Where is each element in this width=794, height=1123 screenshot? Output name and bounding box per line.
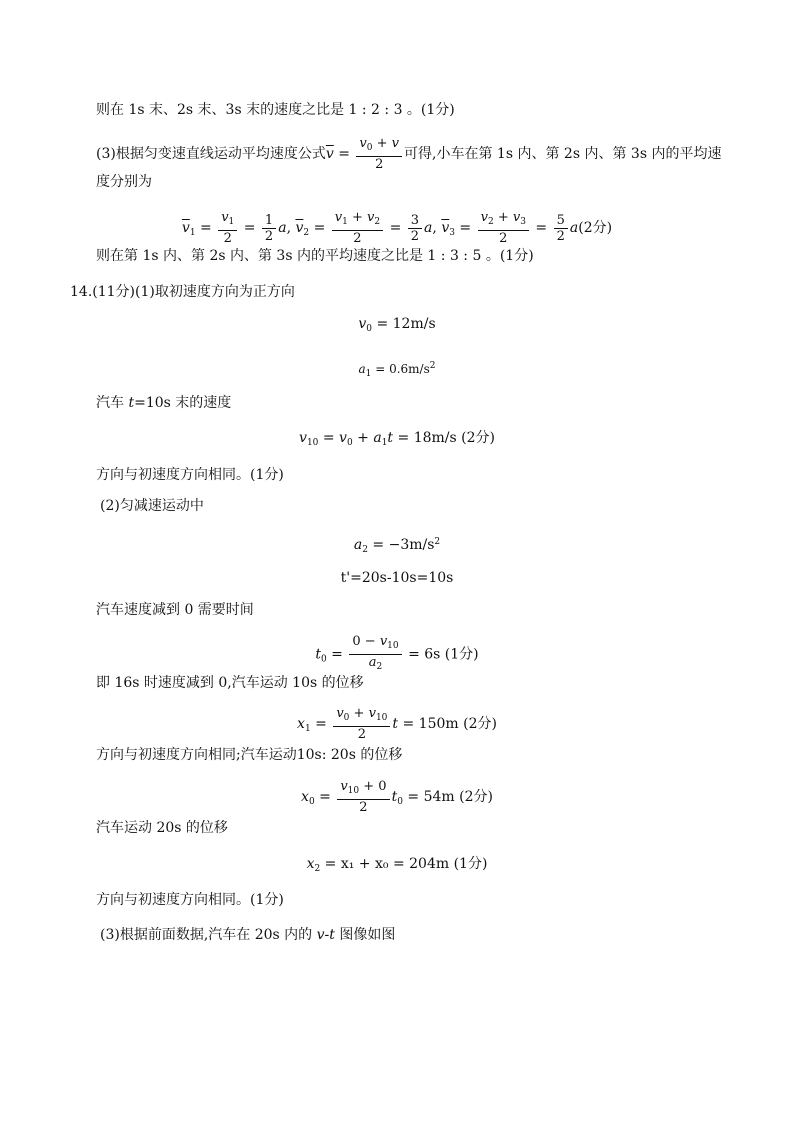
equation-a2: $a_2 = -3m/s^2$ [353,537,441,555]
text-fragment: = 54m (2分) [407,789,493,805]
text-fragment: = x₁ + x₀ = 204m (1分) [324,856,488,872]
equation-x1: $x_1$ = $\frac{v_0 + v_{10}}{2}$ t = 150m (2分) [297,706,497,742]
text-line-displacement-10s: 即 16s 时速度减到 0,汽车运动 10s 的位移 [96,675,364,691]
equation-t0: $t_0$ = $\frac{0 - v_{10}}{a_2}$ = 6s (1分) [315,634,479,672]
equation-a1: $a_1 = 0.6m/s^2$ [358,361,436,379]
text-line-respectively: 度分别为 [96,174,152,190]
question-14-header: 14.(11分)(1)取初速度方向为正方向 [70,284,295,300]
equation-v0: $v_0 = 12m/s$ [358,316,436,334]
text-line-speed-at-10s [96,393,231,413]
equation-x0: $x_0$ = $\frac{v_{10} + 0}{2}$ $t_0 = 54m$ (2分) [301,779,493,815]
text-fragment: v-t [316,927,335,943]
text-fragment: 汽车 [96,395,129,411]
text-fragment: (3)根据前面数据,汽车在 20s 内的 [100,927,317,943]
text-line-part-3 [100,925,395,945]
text-line-displacement-20s: 汽车运动 20s 的位移 [96,820,228,836]
text-fragment: (3)根据匀变速直线运动平均速度公式 [96,146,326,162]
equation-average-velocities: $\overline{v}_1$ = $\frac{v_1}{2}$ = $\frac{1}{2}$ a, $\overline{v}_2$ = $\frac{v_1 + v_2}{2}$ = $\frac{3}{2}$ a, $\overline{v}_3$ = $\frac{v_2 + v_3}{2}$ = $\frac{5}{2}$ a(2分) [181,210,613,246]
text-line-direction-2: 方向与初速度方向相同;汽车运动10s: 20s 的位移 [96,747,403,763]
text-line-avg-speed-ratio: 则在第 1s 内、第 2s 内、第 3s 内的平均速度之比是 1 : 3 : 5 。(1分) [96,248,534,264]
text-fragment: = 12m/s [376,316,436,332]
equation-x2: $x_2 = x_1 + x_0 = 204m$ (1分) [306,856,488,874]
math-vbar: $\overline{v}$ [325,146,334,162]
text-fragment: = 150m (2分) [402,716,497,732]
equation-v10: $v_{10} = v_0 + a_1t = 18m/s$ (2分) [299,430,495,448]
text-fragment: + [357,430,369,446]
text-line-direction-3: 方向与初速度方向相同。(1分) [96,892,284,908]
text-fragment: = −3m/s [372,537,435,553]
text-fragment: = 6s (1分) [408,646,479,663]
text-fragment: = 18m/s (2分) [397,430,495,446]
text-fragment: t [128,395,135,411]
text-fragment: = 0.6m/s [375,362,430,376]
fraction-v0-plus-v-over-2: $\frac{v_0 + v}{2}$ [356,136,402,172]
text-line-direction-1: 方向与初速度方向相同。(1分) [96,467,284,483]
equation-t-prime: t'=20s-10s=10s [340,570,454,586]
score-text: (2分) [578,220,613,236]
text-line-speed-ratio: 则在 1s 末、2s 末、3s 末的速度之比是 1 : 2 : 3 。(1分) [96,102,455,118]
text-line-avg-speed-formula: (3)根据匀变速直线运动平均速度公式$\overline{v}$ = $\frac{v_0 + v}{2}$ 可得,小车在第 1s 内、第 2s 内、第 3s 内的平均速 [96,136,722,172]
text-fragment: =10s 末的速度 [134,395,232,411]
text-fragment: = [322,430,335,446]
text-line-time-to-stop: 汽车速度减到 0 需要时间 [96,602,254,618]
text-fragment: 图像如图 [334,927,396,943]
text-line-part-2: (2)匀减速运动中 [100,498,204,514]
text-fragment: 可得,小车在第 1s 内、第 2s 内、第 3s 内的平均速 [404,146,722,162]
